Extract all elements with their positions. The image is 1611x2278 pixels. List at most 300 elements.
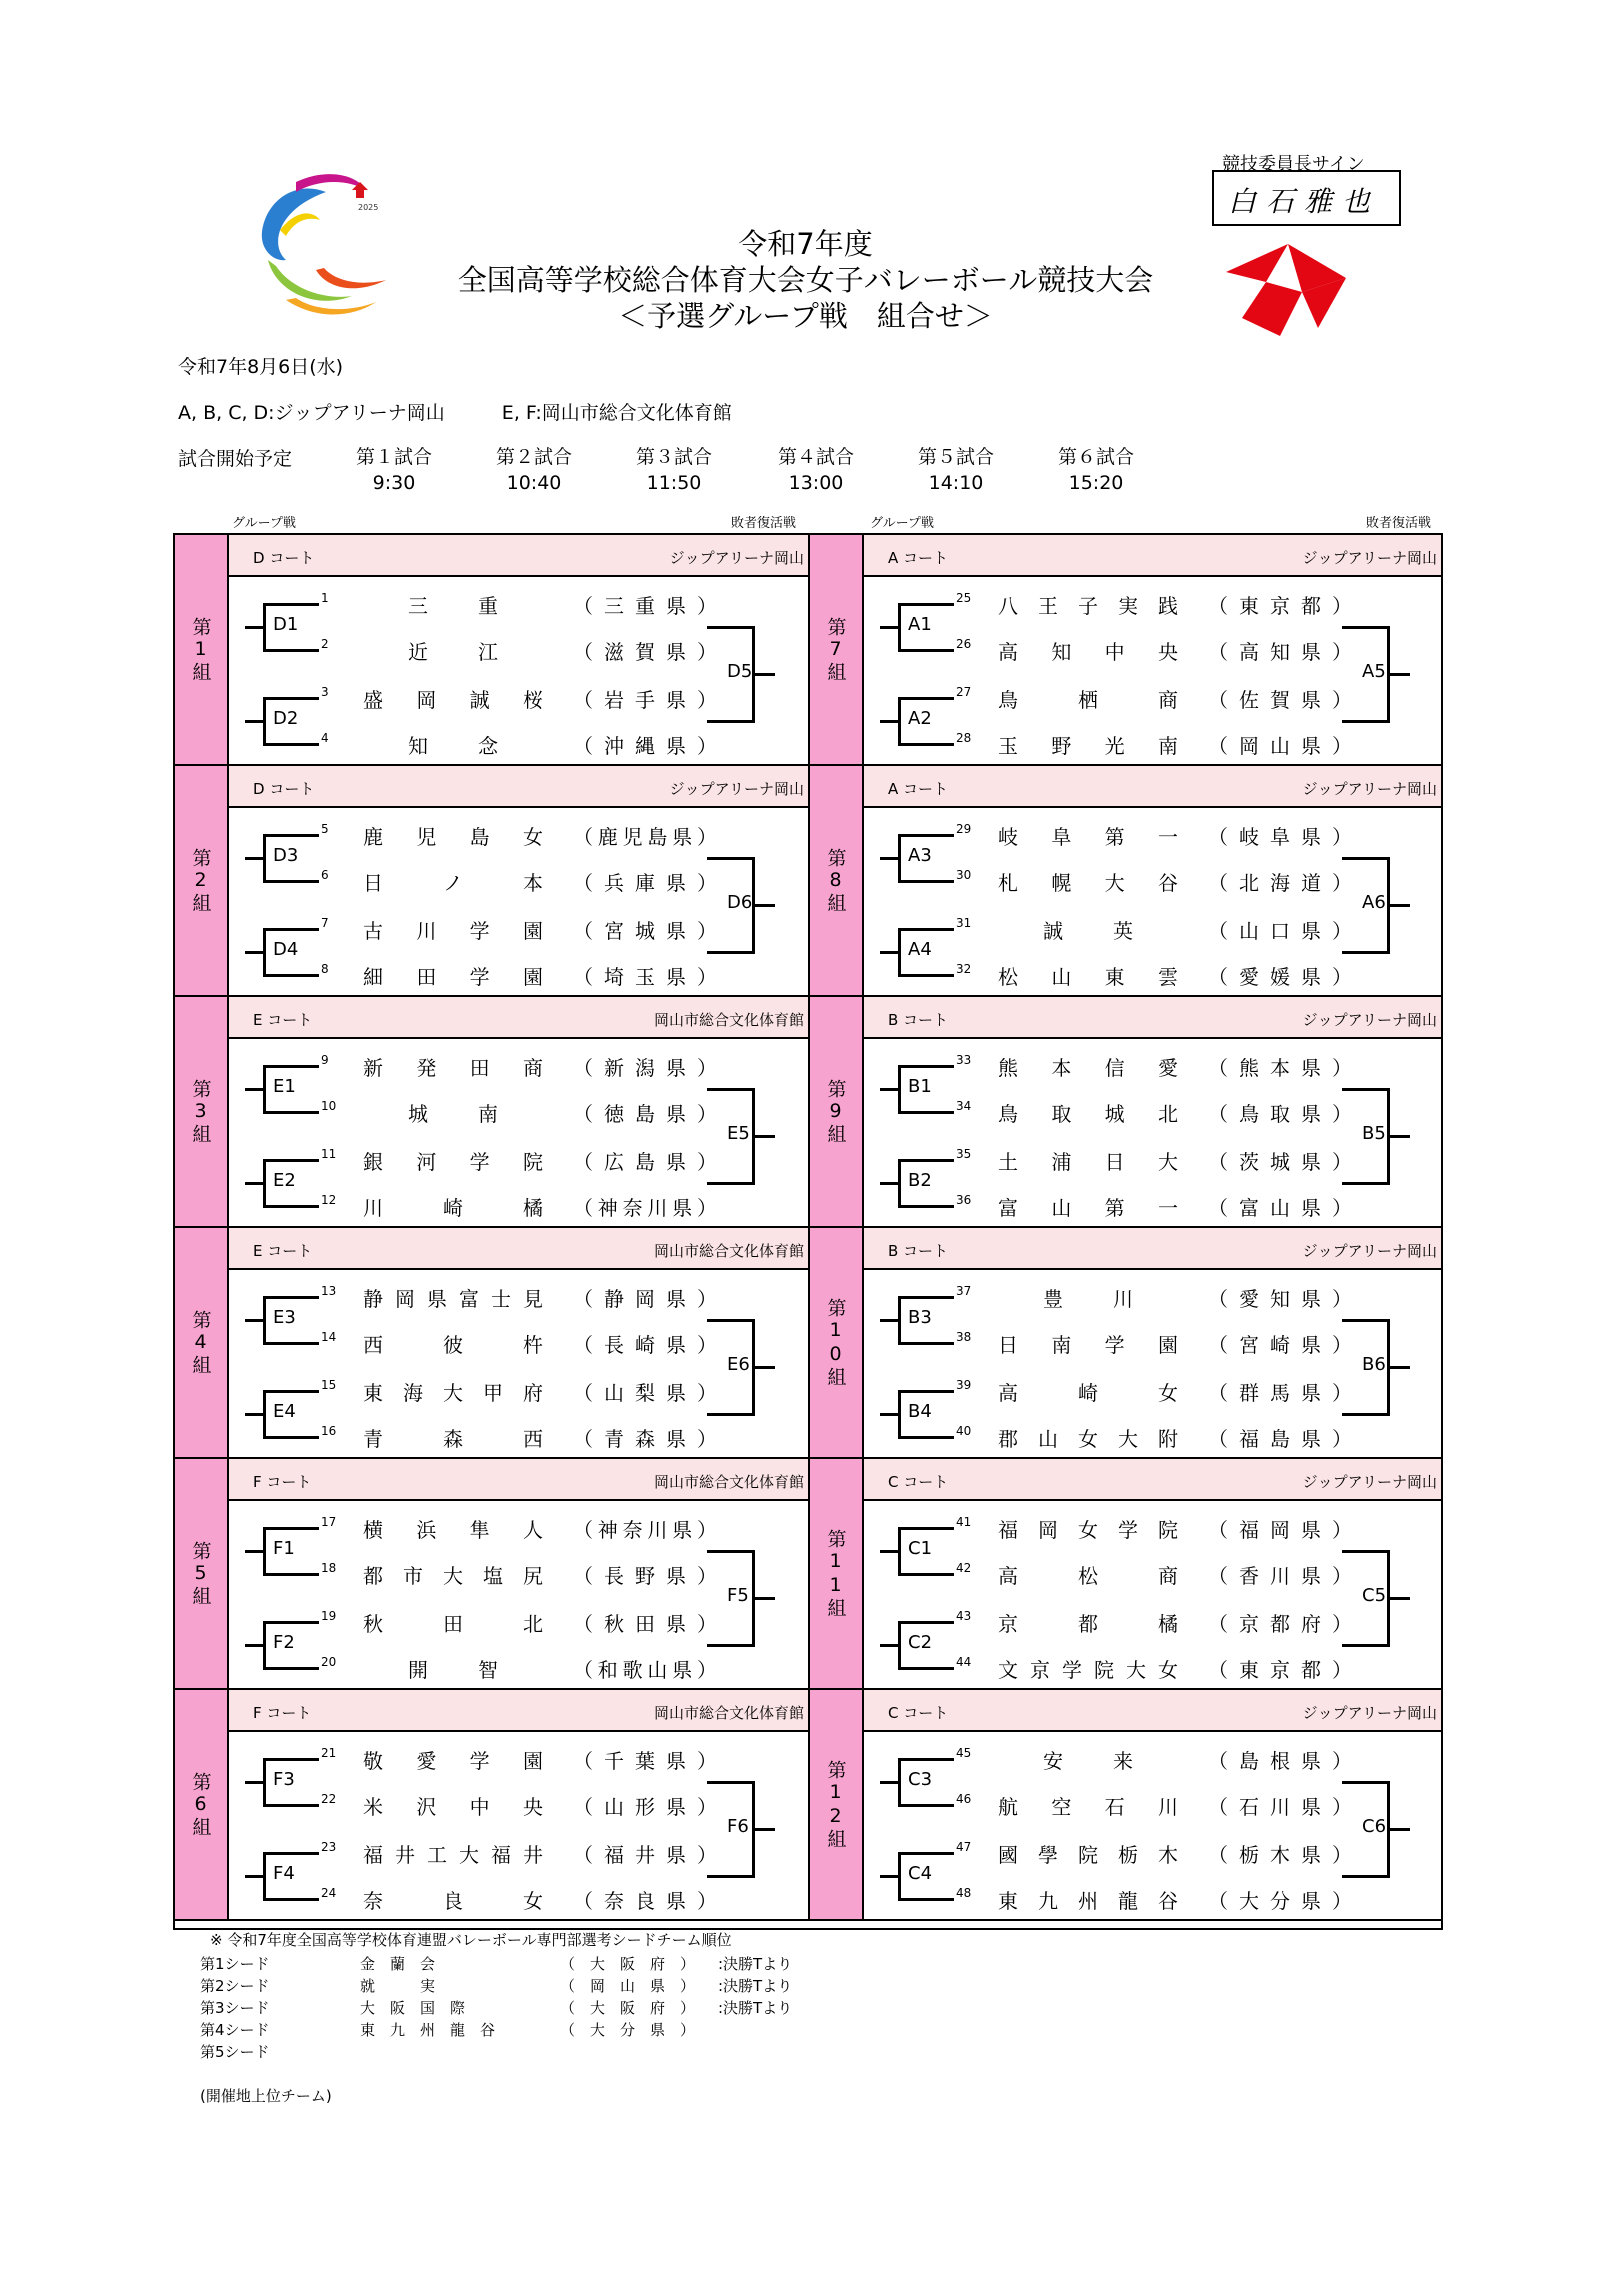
team-name: 奈 良 女	[363, 1889, 543, 1913]
host-note: (開催地上位チーム)	[200, 2087, 332, 2105]
group-block	[175, 535, 810, 766]
team-prefecture: （ 広 島 県 ）	[573, 1150, 717, 1174]
seed-team: 金 蘭 会	[360, 1955, 436, 1973]
team-name: 東 海 大 甲 府	[363, 1381, 543, 1405]
team-number: 21	[321, 1746, 337, 1760]
seed-pref: （ 大 分 県 ）	[560, 2021, 696, 2039]
team-number: 10	[321, 1099, 337, 1113]
team-prefecture: （ 神 奈 川 県 ）	[573, 1518, 717, 1542]
repechage-bracket-stub	[753, 904, 775, 907]
team-prefecture: （ 長 野 県 ）	[573, 1564, 717, 1588]
court-label: F コート	[253, 1473, 312, 1491]
group-label: 第7組	[824, 616, 847, 683]
team-number: 48	[956, 1886, 972, 1900]
team-prefecture: （ 群 馬 県 ）	[1208, 1381, 1352, 1405]
venue-label: 岡山市総合文化体育館	[653, 1011, 804, 1029]
group-body	[229, 1690, 810, 1921]
team-number: 16	[321, 1424, 337, 1438]
seed-note: ※ 令和7年度全国高等学校体育連盟バレーボール専門部選考シードチーム順位	[210, 1931, 732, 1949]
match-label: D4	[273, 939, 299, 960]
match-bracket-stub	[880, 626, 900, 629]
schedule-slot	[756, 444, 876, 496]
group-label: 第10組	[824, 1297, 847, 1388]
team-number: 5	[321, 822, 329, 836]
team-number: 31	[956, 916, 972, 930]
venue-label: ジップアリーナ岡山	[1302, 1704, 1437, 1722]
team-number: 44	[956, 1655, 972, 1669]
team-number: 8	[321, 962, 329, 976]
team-prefecture: （ 長 崎 県 ）	[573, 1333, 717, 1357]
title-line-2: 全国高等学校総合体育大会女子バレーボール競技大会	[457, 263, 1154, 297]
group-block	[810, 535, 1443, 766]
court-header	[864, 1459, 1441, 1501]
team-name: 近 江	[408, 640, 498, 664]
team-name: 高 崎 女	[998, 1381, 1178, 1405]
team-prefecture: （ 富 山 県 ）	[1208, 1196, 1352, 1220]
svg-text:2025: 2025	[358, 203, 379, 212]
team-prefecture: （ 福 井 県 ）	[573, 1843, 717, 1867]
team-number: 22	[321, 1792, 337, 1806]
team-prefecture: （ 京 都 府 ）	[1208, 1612, 1352, 1636]
group-body	[864, 1228, 1443, 1459]
team-prefecture: （ 愛 知 県 ）	[1208, 1287, 1352, 1311]
team-prefecture: （ 宮 崎 県 ）	[1208, 1333, 1352, 1357]
schedule-slot-time: 14:10	[928, 472, 984, 494]
schedule-label: 試合開始予定	[178, 448, 293, 470]
group-body	[229, 1228, 810, 1459]
match-label: F1	[273, 1538, 295, 1559]
team-name: 敬 愛 学 園	[363, 1749, 543, 1773]
match-bracket-stub	[880, 720, 900, 723]
team-name: 航 空 石 川	[998, 1795, 1178, 1819]
group-body	[229, 997, 810, 1228]
team-name: 京 都 橘	[998, 1612, 1178, 1636]
match-label: C2	[908, 1632, 933, 1653]
court-header	[229, 1228, 808, 1270]
team-prefecture: （ 東 京 都 ）	[1208, 594, 1352, 618]
team-name: 西 彼 杵	[363, 1333, 543, 1357]
match-bracket-stub	[245, 951, 265, 954]
match-label: E1	[273, 1076, 296, 1097]
venue-label: ジップアリーナ岡山	[1302, 549, 1437, 567]
match-label: A3	[908, 845, 932, 866]
match-bracket-stub	[880, 1781, 900, 1784]
emblem-icon	[1222, 232, 1350, 340]
team-prefecture: （ 茨 城 県 ）	[1208, 1150, 1352, 1174]
team-number: 33	[956, 1053, 972, 1067]
team-number: 2	[321, 637, 329, 651]
group-label: 第5組	[189, 1540, 212, 1607]
group-label-cell	[175, 1690, 229, 1921]
match-bracket-stub	[880, 1550, 900, 1553]
team-number: 36	[956, 1193, 972, 1207]
group-label-cell	[175, 1459, 229, 1690]
group-label: 第9組	[824, 1078, 847, 1145]
venue-label: ジップアリーナ岡山	[1302, 1242, 1437, 1260]
team-prefecture: （ 高 知 県 ）	[1208, 640, 1352, 664]
team-number: 45	[956, 1746, 972, 1760]
repechage-label: C5	[1362, 1585, 1387, 1606]
schedule-slot	[896, 444, 1016, 496]
team-prefecture: （ 岩 手 県 ）	[573, 688, 717, 712]
match-label: B1	[908, 1076, 932, 1097]
match-bracket-stub	[880, 1875, 900, 1878]
court-header	[864, 535, 1441, 577]
match-bracket-stub	[245, 1319, 265, 1322]
team-prefecture: （ 秋 田 県 ）	[573, 1612, 717, 1636]
team-prefecture: （ 沖 縄 県 ）	[573, 734, 717, 758]
match-bracket-stub	[880, 1413, 900, 1416]
signature-name: 白石雅也	[1228, 185, 1381, 218]
team-name: 三 重	[408, 594, 498, 618]
match-bracket-stub	[245, 1182, 265, 1185]
match-bracket-stub	[245, 626, 265, 629]
signature-label: 競技委員長サイン	[1222, 154, 1365, 175]
team-prefecture: （ 山 形 県 ）	[573, 1795, 717, 1819]
title-line-1: 令和7年度	[738, 227, 873, 261]
match-label: C3	[908, 1769, 933, 1790]
court-header	[229, 766, 808, 808]
court-label: C コート	[888, 1704, 949, 1722]
team-number: 30	[956, 868, 972, 882]
team-prefecture: （ 神 奈 川 県 ）	[573, 1196, 717, 1220]
group-label-cell	[810, 997, 864, 1228]
schedule-slot	[334, 444, 454, 496]
team-name: 高 知 中 央	[998, 640, 1178, 664]
team-name: 静 岡 県 富 士 見	[363, 1287, 543, 1311]
team-number: 43	[956, 1609, 972, 1623]
team-number: 19	[321, 1609, 337, 1623]
seed-label: 第4シード	[200, 2021, 270, 2039]
team-number: 27	[956, 685, 972, 699]
team-number: 6	[321, 868, 329, 882]
seed-pref: （ 大 阪 府 ）	[560, 1955, 696, 1973]
match-label: C1	[908, 1538, 933, 1559]
team-name: 開 智	[408, 1658, 498, 1682]
court-header	[864, 1690, 1441, 1732]
team-name: 鳥 栖 商	[998, 688, 1178, 712]
team-name: 古 川 学 園	[363, 919, 543, 943]
team-number: 15	[321, 1378, 337, 1392]
team-name: 青 森 西	[363, 1427, 543, 1451]
match-bracket-stub	[245, 1413, 265, 1416]
match-bracket-stub	[245, 720, 265, 723]
schedule-slot-label: 第１試合	[355, 446, 432, 468]
team-prefecture: （ 岡 山 県 ）	[1208, 734, 1352, 758]
repechage-label: B6	[1362, 1354, 1386, 1375]
court-label: F コート	[253, 1704, 312, 1722]
group-label-cell	[175, 1228, 229, 1459]
venues-line: A, B, C, D:ジップアリーナ岡山 E, F:岡山市総合文化体育館	[178, 402, 732, 424]
team-number: 23	[321, 1840, 337, 1854]
repechage-bracket-stub	[753, 673, 775, 676]
repechage-label: F6	[727, 1816, 749, 1837]
team-number: 11	[321, 1147, 337, 1161]
title-line-3: ＜予選グループ戦 組合せ＞	[618, 299, 993, 333]
repechage-label: A6	[1362, 892, 1386, 913]
team-prefecture: （ 新 潟 県 ）	[573, 1056, 717, 1080]
team-prefecture: （ 岐 阜 県 ）	[1208, 825, 1352, 849]
group-label: 第1組	[189, 616, 212, 683]
team-prefecture: （ 宮 城 県 ）	[573, 919, 717, 943]
team-name: 土 浦 日 大	[998, 1150, 1178, 1174]
group-block	[175, 1459, 810, 1690]
seed-team: 就 実	[360, 1977, 436, 1995]
repechage-label: D6	[727, 892, 753, 913]
team-name: 熊 本 信 愛	[998, 1056, 1178, 1080]
court-label: D コート	[253, 549, 315, 567]
team-name: 誠 英	[1043, 919, 1133, 943]
group-label: 第11組	[824, 1528, 847, 1619]
schedule-slot-label: 第２試合	[495, 446, 572, 468]
venue-label: ジップアリーナ岡山	[1302, 780, 1437, 798]
repechage-bracket-stub	[1388, 1135, 1410, 1138]
seed-remark: :決勝Tより	[718, 1955, 793, 1973]
team-number: 47	[956, 1840, 972, 1854]
team-number: 1	[321, 591, 329, 605]
match-bracket-stub	[880, 857, 900, 860]
court-label: B コート	[888, 1011, 949, 1029]
match-label: B4	[908, 1401, 932, 1422]
group-label: 第12組	[824, 1759, 847, 1850]
schedule-slot-label: 第６試合	[1057, 446, 1134, 468]
team-number: 4	[321, 731, 329, 745]
team-number: 13	[321, 1284, 337, 1298]
team-number: 41	[956, 1515, 972, 1529]
group-body	[229, 535, 810, 766]
group-body	[864, 997, 1443, 1228]
seed-team: 東 九 州 龍 谷	[360, 2021, 496, 2039]
team-number: 38	[956, 1330, 972, 1344]
court-label: E コート	[253, 1242, 313, 1260]
match-label: D2	[273, 708, 299, 729]
schedule-slot	[614, 444, 734, 496]
left-repechage-label: 敗者復活戦	[731, 516, 797, 531]
court-label: D コート	[253, 780, 315, 798]
venue-label: ジップアリーナ岡山	[1302, 1011, 1437, 1029]
team-name: 八 王 子 実 践	[998, 594, 1178, 618]
team-prefecture: （ 香 川 県 ）	[1208, 1564, 1352, 1588]
court-label: C コート	[888, 1473, 949, 1491]
team-prefecture: （ 鹿 児 島 県 ）	[573, 825, 717, 849]
match-label: E3	[273, 1307, 296, 1328]
team-prefecture: （ 石 川 県 ）	[1208, 1795, 1352, 1819]
venue-label: 岡山市総合文化体育館	[653, 1473, 804, 1491]
match-label: A1	[908, 614, 932, 635]
right-repechage-label: 敗者復活戦	[1366, 516, 1432, 531]
seed-label: 第1シード	[200, 1955, 270, 1973]
team-number: 42	[956, 1561, 972, 1575]
schedule-slot-time: 11:50	[646, 472, 702, 494]
seed-label: 第3シード	[200, 1999, 270, 2017]
repechage-label: E6	[727, 1354, 750, 1375]
repechage-bracket-stub	[1388, 1828, 1410, 1831]
group-body	[864, 1690, 1443, 1921]
repechage-bracket-stub	[1388, 1597, 1410, 1600]
court-header	[229, 997, 808, 1039]
group-label-cell	[810, 1228, 864, 1459]
group-body	[229, 1459, 810, 1690]
group-body	[229, 766, 810, 997]
group-label-cell	[810, 1459, 864, 1690]
team-prefecture: （ 鳥 取 県 ）	[1208, 1102, 1352, 1126]
team-name: 豊 川	[1043, 1287, 1133, 1311]
team-number: 9	[321, 1053, 329, 1067]
team-name: 秋 田 北	[363, 1612, 543, 1636]
team-name: 札 幌 大 谷	[998, 871, 1178, 895]
team-number: 39	[956, 1378, 972, 1392]
team-name: 文 京 学 院 大 女	[998, 1658, 1178, 1682]
repechage-bracket-stub	[1388, 673, 1410, 676]
team-name: 銀 河 学 院	[363, 1150, 543, 1174]
repechage-label: E5	[727, 1123, 750, 1144]
group-label: 第4組	[189, 1309, 212, 1376]
repechage-bracket-stub	[1388, 904, 1410, 907]
team-prefecture: （ 山 口 県 ）	[1208, 919, 1352, 943]
team-name: 松 山 東 雲	[998, 965, 1178, 989]
venue-label: 岡山市総合文化体育館	[653, 1242, 804, 1260]
team-name: 福 井 工 大 福 井	[363, 1843, 543, 1867]
repechage-label: C6	[1362, 1816, 1387, 1837]
right-group-label: グループ戦	[870, 516, 934, 531]
schedule-slot-label: 第４試合	[777, 446, 854, 468]
match-label: F2	[273, 1632, 295, 1653]
group-block	[810, 1690, 1443, 1921]
match-label: E4	[273, 1401, 296, 1422]
seed-remark: :決勝Tより	[718, 1977, 793, 1995]
schedule-slot-time: 10:40	[506, 472, 562, 494]
team-prefecture: （ 福 岡 県 ）	[1208, 1518, 1352, 1542]
signature-box	[1212, 170, 1401, 226]
group-label: 第3組	[189, 1078, 212, 1145]
group-label: 第8組	[824, 847, 847, 914]
team-name: 城 南	[408, 1102, 498, 1126]
team-number: 20	[321, 1655, 337, 1669]
match-bracket-stub	[880, 951, 900, 954]
match-bracket-stub	[880, 1319, 900, 1322]
venue-label: ジップアリーナ岡山	[669, 780, 804, 798]
group-label-cell	[810, 766, 864, 997]
court-header	[229, 1690, 808, 1732]
group-block	[175, 766, 810, 997]
match-bracket-stub	[245, 1781, 265, 1784]
team-name: 都 市 大 塩 尻	[363, 1564, 543, 1588]
group-block	[810, 997, 1443, 1228]
team-name: 細 田 学 園	[363, 965, 543, 989]
match-label: A2	[908, 708, 932, 729]
group-label-cell	[175, 997, 229, 1228]
seed-pref: （ 大 阪 府 ）	[560, 1999, 696, 2017]
group-block	[175, 1690, 810, 1921]
group-label: 第6組	[189, 1771, 212, 1838]
team-prefecture: （ 大 分 県 ）	[1208, 1889, 1352, 1913]
team-name: 横 浜 隼 人	[363, 1518, 543, 1542]
team-name: 盛 岡 誠 桜	[363, 688, 543, 712]
group-label-cell	[175, 766, 229, 997]
team-prefecture: （ 東 京 都 ）	[1208, 1658, 1352, 1682]
repechage-label: A5	[1362, 661, 1386, 682]
team-number: 35	[956, 1147, 972, 1161]
repechage-bracket-stub	[1388, 1366, 1410, 1369]
team-prefecture: （ 兵 庫 県 ）	[573, 871, 717, 895]
venue-label: ジップアリーナ岡山	[669, 549, 804, 567]
court-header	[229, 535, 808, 577]
group-body	[864, 766, 1443, 997]
schedule-slot-label: 第５試合	[917, 446, 994, 468]
team-name: 鹿 児 島 女	[363, 825, 543, 849]
team-prefecture: （ 千 葉 県 ）	[573, 1749, 717, 1773]
team-number: 7	[321, 916, 329, 930]
repechage-bracket-stub	[753, 1135, 775, 1138]
team-number: 14	[321, 1330, 337, 1344]
group-label: 第2組	[189, 847, 212, 914]
team-number: 32	[956, 962, 972, 976]
team-prefecture: （ 埼 玉 県 ）	[573, 965, 717, 989]
court-header	[864, 997, 1441, 1039]
team-number: 12	[321, 1193, 337, 1207]
court-header	[864, 1228, 1441, 1270]
team-name: 知 念	[408, 734, 498, 758]
team-number: 28	[956, 731, 972, 745]
match-label: F3	[273, 1769, 295, 1790]
venue-label: 岡山市総合文化体育館	[653, 1704, 804, 1722]
team-prefecture: （ 青 森 県 ）	[573, 1427, 717, 1451]
group-block	[810, 1459, 1443, 1690]
team-name: 玉 野 光 南	[998, 734, 1178, 758]
group-block	[810, 766, 1443, 997]
match-bracket-stub	[880, 1182, 900, 1185]
team-name: 安 来	[1043, 1749, 1133, 1773]
match-bracket-stub	[880, 1644, 900, 1647]
group-body	[864, 535, 1443, 766]
match-label: A4	[908, 939, 932, 960]
team-prefecture: （ 北 海 道 ）	[1208, 871, 1352, 895]
match-label: B2	[908, 1170, 932, 1191]
team-number: 29	[956, 822, 972, 836]
team-name: 東 九 州 龍 谷	[998, 1889, 1178, 1913]
schedule-slot-label: 第３試合	[635, 446, 712, 468]
seed-label: 第5シード	[200, 2043, 270, 2061]
team-name: 新 発 田 商	[363, 1056, 543, 1080]
match-bracket-stub	[245, 1644, 265, 1647]
team-number: 18	[321, 1561, 337, 1575]
team-prefecture: （ 福 島 県 ）	[1208, 1427, 1352, 1451]
venue-label: ジップアリーナ岡山	[1302, 1473, 1437, 1491]
match-label: F4	[273, 1863, 295, 1884]
team-number: 24	[321, 1886, 337, 1900]
match-bracket-stub	[245, 1875, 265, 1878]
team-number: 40	[956, 1424, 972, 1438]
court-label: A コート	[888, 780, 949, 798]
team-prefecture: （ 三 重 県 ）	[573, 594, 717, 618]
match-label: C4	[908, 1863, 933, 1884]
repechage-bracket-stub	[753, 1597, 775, 1600]
court-header	[229, 1459, 808, 1501]
team-name: 日 南 学 園	[998, 1333, 1178, 1357]
match-bracket-stub	[880, 1088, 900, 1091]
team-number: 25	[956, 591, 972, 605]
team-prefecture: （ 佐 賀 県 ）	[1208, 688, 1352, 712]
team-prefecture: （ 滋 賀 県 ）	[573, 640, 717, 664]
team-number: 3	[321, 685, 329, 699]
team-name: 鳥 取 城 北	[998, 1102, 1178, 1126]
group-block	[175, 997, 810, 1228]
court-label: E コート	[253, 1011, 313, 1029]
match-bracket-stub	[245, 857, 265, 860]
schedule-slot	[474, 444, 594, 496]
team-name: 米 沢 中 央	[363, 1795, 543, 1819]
groups-grid	[173, 533, 1443, 1930]
